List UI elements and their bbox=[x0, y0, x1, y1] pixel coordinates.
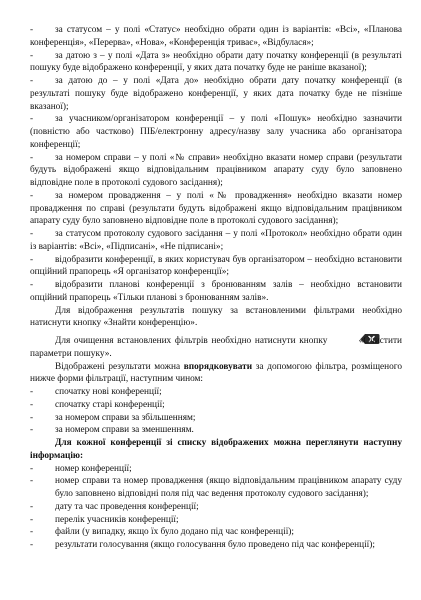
list-item: - файли (у випадку, якщо їх було додано під час конференції); bbox=[30, 527, 294, 538]
filter-list bbox=[30, 24, 402, 305]
list-item: - номер конференції; bbox=[30, 463, 132, 474]
list-item: - відобразити конференції, в яких користувач був організатором – необхідно встановити опційний прапорець «Я організатор конференції»; bbox=[30, 254, 402, 278]
clear-filters-button-name: «Очистити параметри пошуку». bbox=[30, 336, 402, 359]
list-item: - за датою з – у полі «Дата з» необхідно обрати дату початку конференції (в результаті пошуку буде відображено конференції, у яких дата початку буде не раніше вказаної); bbox=[30, 50, 402, 74]
info-heading: Для кожної конференції зі списку відображених можна переглянути наступну інформацію: bbox=[30, 438, 402, 461]
list-item: - за статусом протоколу судового засідання – у полі «Протокол» необхідно обрати один із варіантів: «Всі», «Підписані», «Не підписані»; bbox=[30, 229, 402, 252]
sorting-keyword: впорядковувати bbox=[183, 361, 253, 372]
list-item: - відобразити планові конференції з бронюванням залів – необхідно встановити опційний прапорець «Тільки планові з бронюванням залів». bbox=[30, 280, 402, 303]
list-item: - дату та час проведення конференції; bbox=[30, 501, 199, 512]
sorting-intro: Відображені результати можна впорядковувати за допомогою фільтра, розміщеного нижче форми фільтрації, наступним чином: bbox=[30, 361, 403, 385]
backspace-clear-icon[interactable] bbox=[335, 333, 355, 345]
list-item: - за номером справи – у полі «№ справи» необхідно вказати номер справи (результати будуть відображені якщо відповідальним працівником апарату суду було заповнено відповідне поле в протоколі судового засідання); bbox=[30, 152, 402, 188]
list-item: - за датою до – у полі «Дата до» необхідно обрати дату початку конференції (в результаті пошуку буде відображено конференції, у яких дата початку буде не пізніше вказаної); bbox=[30, 76, 402, 112]
list-item: - за номером справи за збільшенням; bbox=[30, 412, 196, 423]
list-item: - результати голосування (якщо голосування було проведено під час конференції); bbox=[30, 540, 375, 550]
list-item: - за статусом – у полі «Статус» необхідно обрати один із варіантів: «Всі», «Планова конференція», «Перерва», «Нова», «Конференція триває», «Відбулася»; bbox=[30, 25, 402, 48]
list-item: - номер справи та номер провадження (якщо відповідальним працівником апарату суду було заповнено відповідні поля під час ведення протоколу судового засідання); bbox=[30, 476, 402, 499]
list-item: - перелік учасників конференції; bbox=[30, 514, 179, 525]
info-list bbox=[30, 463, 402, 552]
list-item: - спочатку нові конференції; bbox=[30, 387, 162, 397]
document-body bbox=[30, 24, 402, 552]
clear-filters-text: Для очищення встановлених фільтрів необхідно натиснути кнопку bbox=[55, 336, 328, 346]
list-item: - за номером справи за зменшенням. bbox=[30, 425, 194, 436]
list-item: - за номером провадження – у полі «№ провадження» необхідно вказати номер провадження по справі (результати будуть відображені якщо відповідальним працівником апарату суду було заповнено відповідне поле в протоколі судового засідання); bbox=[30, 190, 402, 227]
list-item: - за учасником/організатором конференції – у полі «Пошук» необхідно зазначити (повністю або частково) ПІБ/електронну адресу/назву залу учасника або організатора конференції; bbox=[30, 114, 402, 150]
sorting-options-list bbox=[30, 386, 402, 437]
list-item: - спочатку старі конференції; bbox=[30, 399, 165, 410]
clear-filters-paragraph bbox=[30, 333, 402, 361]
display-results-paragraph: Для відображення результатів пошуку за встановленими фільтрами необхідно натиснути кнопку «Знайти конференцію». bbox=[30, 305, 402, 329]
